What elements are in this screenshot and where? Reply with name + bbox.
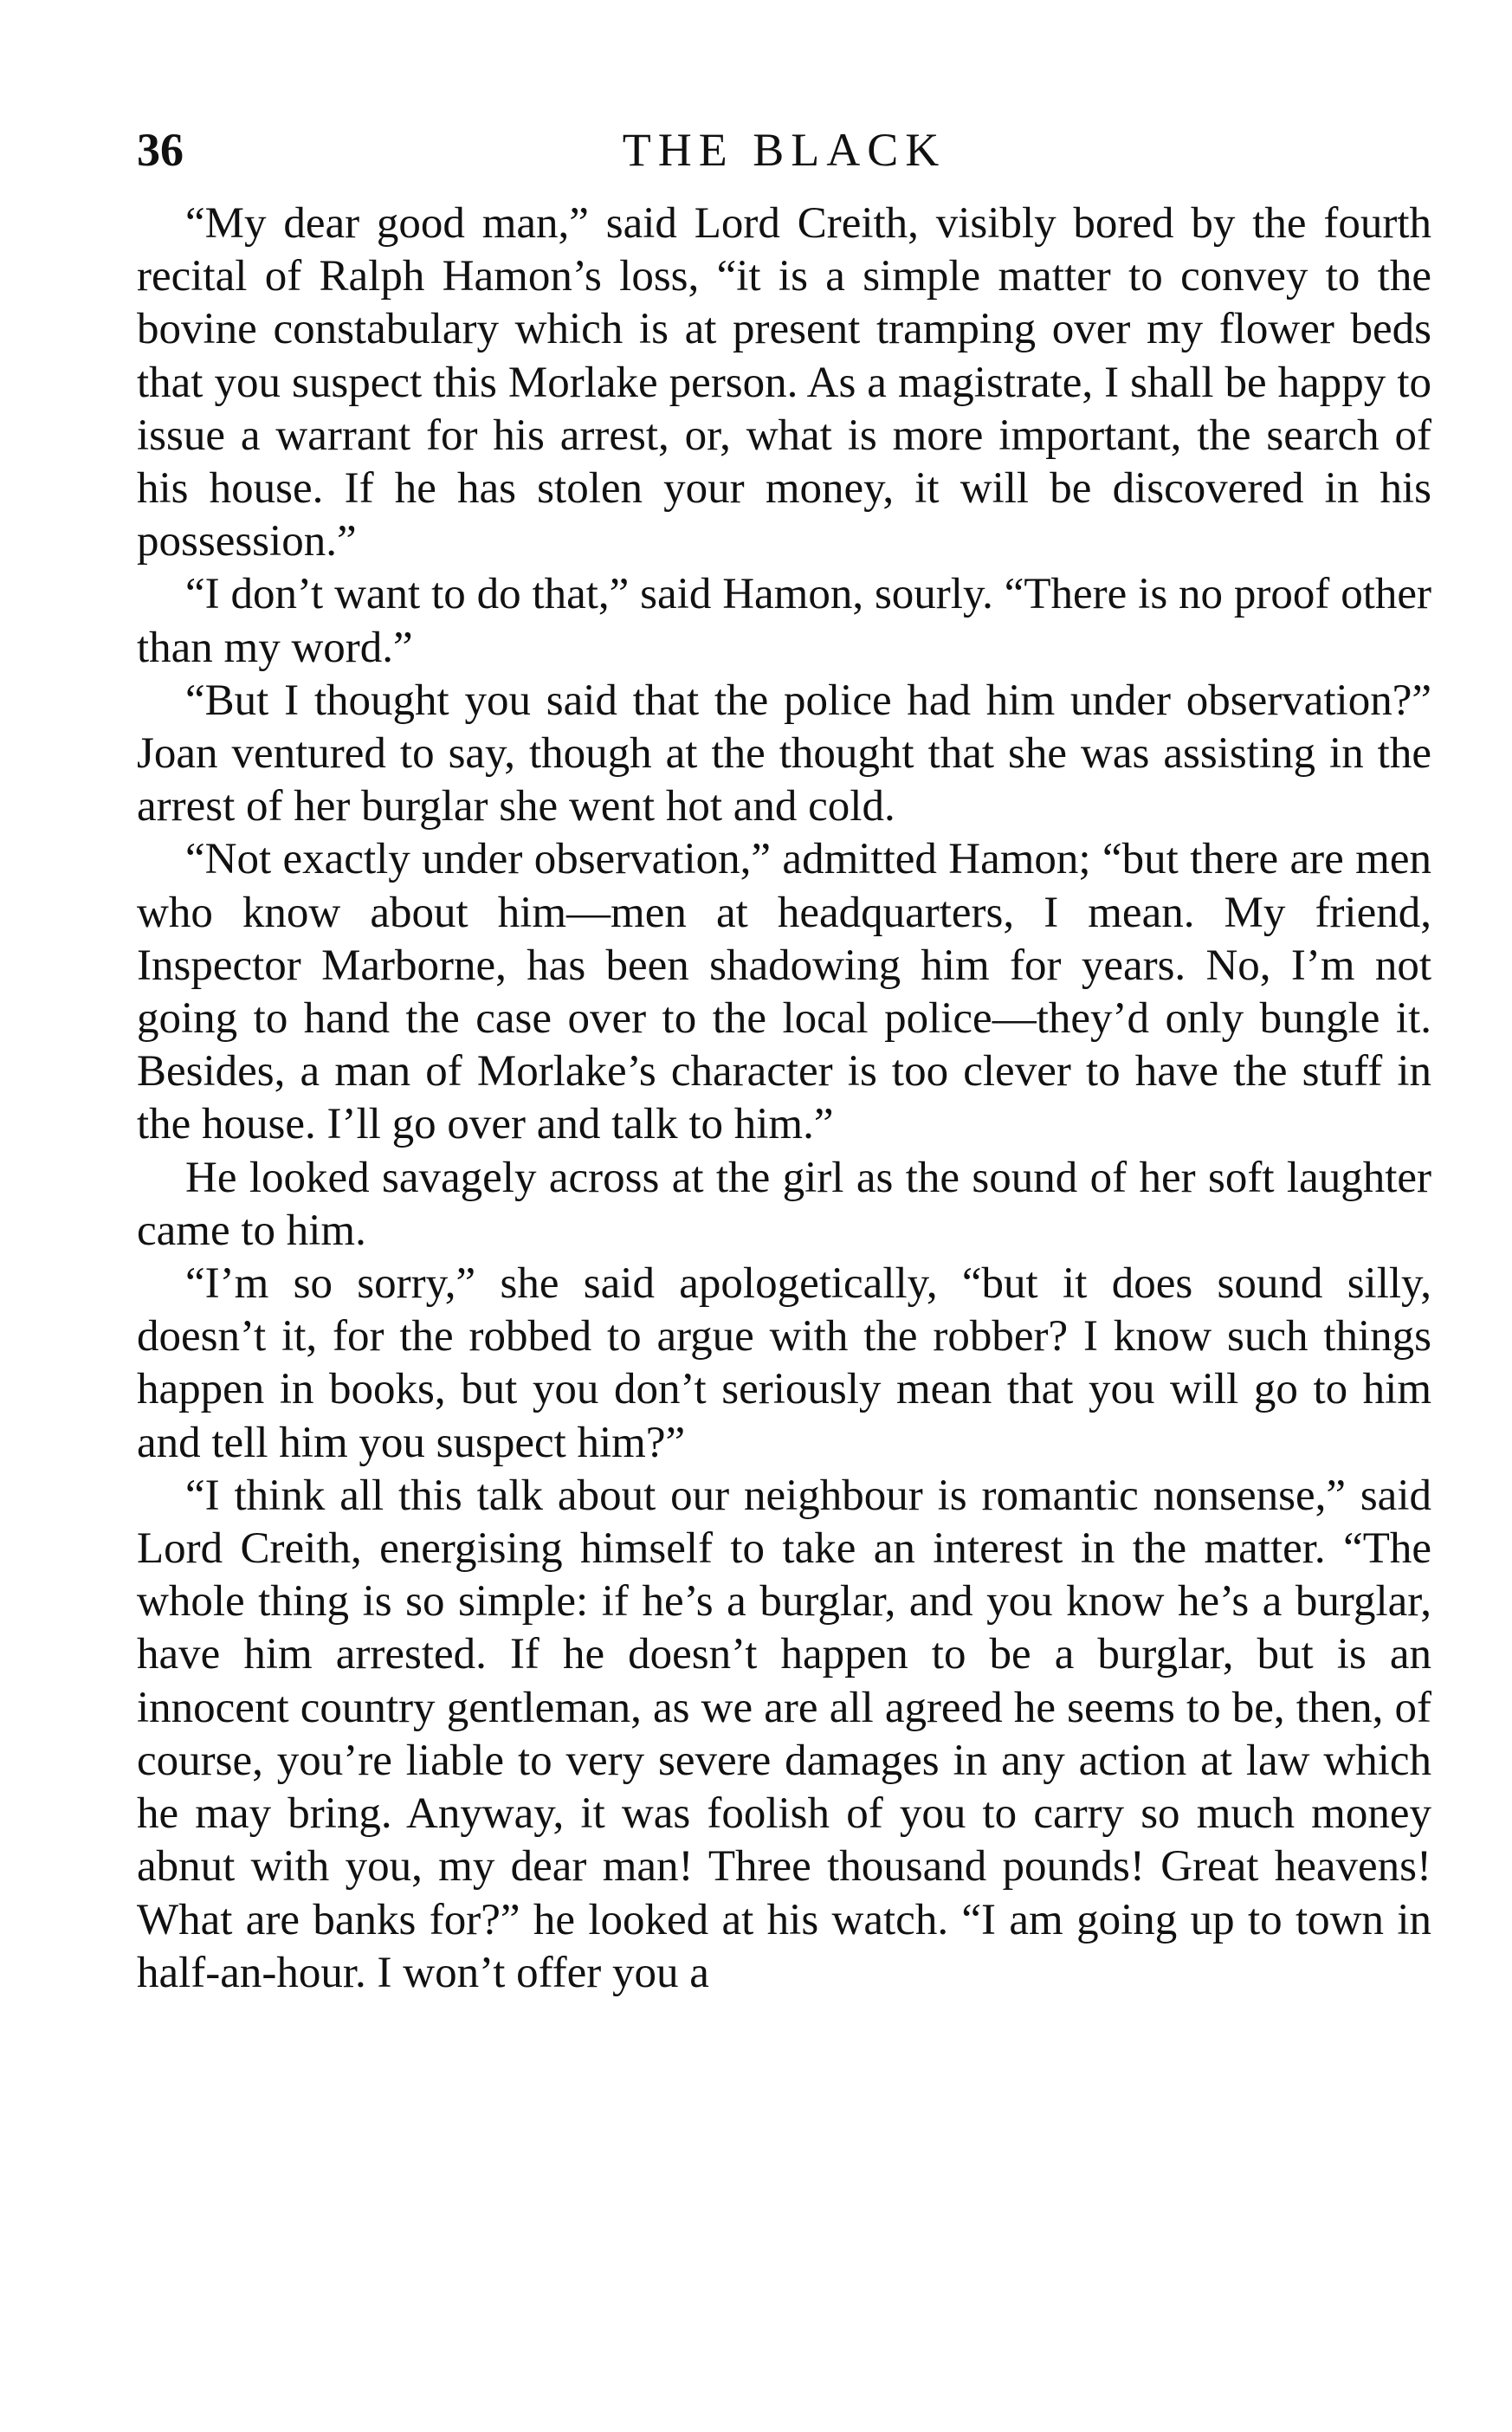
- book-page: [137, 113, 1431, 2000]
- paragraph: “But I thought you said that the police had him under observation?” Joan ventured to say, though at the thought that she was assisting in the arrest of her burglar she went hot and cold.: [137, 676, 1431, 831]
- body-text: [137, 197, 1431, 2000]
- paragraph: “I think all this talk about our neighbour is romantic nonsense,” said Lord Creith, energising himself to take an interest in the matter. “The whole thing is so simple: if he’s a burglar, and you know he’s a burglar, have him arrested. If he doesn’t happen to be a burglar, but is an innocent country gentleman, as we are all agreed he seems to be, then, of course, you’re liable to very severe damages in any action at law which he may bring. Anyway, it was foolish of you to carry so much money abnut with you, my dear man! Three thousand pounds! Great heavens! What are banks for?” he looked at his watch. “I am going up to town in half-an-hour. I won’t offer you a: [137, 1471, 1431, 1997]
- paragraph: “My dear good man,” said Lord Creith, visibly bored by the fourth recital of Ralph Hamon’s loss, “it is a simple matter to convey to the bovine constabulary which is at present tramping over my flower beds that you suspect this Morlake person. As a magistrate, I shall be happy to issue a warrant for his arrest, or, what is more important, the search of his house. If he has stolen your money, it will be discovered in his possession.”: [137, 199, 1431, 566]
- running-title: THE BLACK: [622, 124, 947, 176]
- page-number: 36: [137, 124, 184, 176]
- running-header: [137, 113, 1431, 187]
- paragraph: “I’m so sorry,” she said apologetically, “but it does sound silly, doesn’t it, for the robbed to argue with the robber? I know such things happen in books, but you don’t seriously mean that you will go to him and tell him you suspect him?”: [137, 1259, 1431, 1467]
- paragraph: He looked savagely across at the girl as the sound of her soft laughter came to him.: [137, 1153, 1431, 1255]
- paragraph: “Not exactly under observation,” admitted Hamon; “but there are men who know about him—men at headquarters, I mean. My friend, Inspector Marborne, has been shadowing him for years. No, I’m not going to hand the case over to the local police—they’d only bungle it. Besides, a man of Morlake’s character is too clever to have the stuff in the house. I’ll go over and talk to him.”: [137, 835, 1431, 1149]
- paragraph: “I don’t want to do that,” said Hamon, sourly. “There is no proof other than my word.”: [137, 570, 1431, 672]
